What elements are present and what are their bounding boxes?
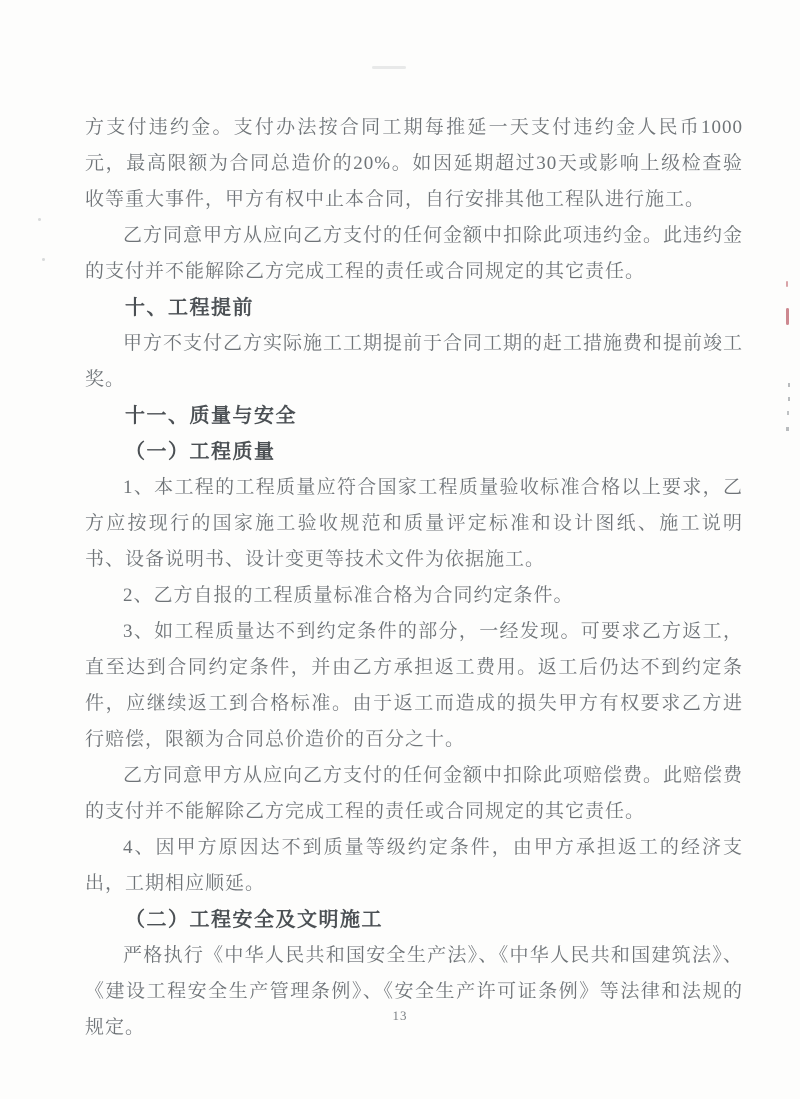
scan-artifact-gray-dot bbox=[788, 383, 790, 387]
section-heading-11-quality-safety: 十一、质量与安全 bbox=[125, 405, 297, 427]
scan-artifact-gray-dot bbox=[786, 427, 789, 431]
subsection-heading-2-safety-civilized-construction: （二）工程安全及文明施工 bbox=[125, 909, 383, 931]
paragraph-quality-item-2: 2、乙方自报的工程质量标准合格为合同约定条件。 bbox=[123, 585, 574, 606]
paragraph-deduct-penalty: 乙方同意甲方从应向乙方支付的任何金额中扣除此项违约金。此违约金的支付并不能解除乙方完成工程的责任或合同规定的其它责任。 bbox=[85, 225, 744, 282]
paragraph-deduct-compensation: 乙方同意甲方从应向乙方支付的任何金额中扣除此项赔偿费。此赔偿费的支付并不能解除乙方完成工程的责任或合同规定的其它责任。 bbox=[85, 765, 744, 822]
subsection-heading-1-project-quality: （一）工程质量 bbox=[125, 441, 276, 463]
scan-artifact-red-dot bbox=[786, 281, 788, 287]
paragraph-safety-laws: 严格执行《中华人民共和国安全生产法》、《中华人民共和国建筑法》、《建设工程安全生产管理条例》、《安全生产许可证条例》等法律和法规的规定。 bbox=[85, 945, 743, 1038]
paragraph-early-completion: 甲方不支付乙方实际施工工期提前于合同工期的赶工措施费和提前竣工奖。 bbox=[85, 333, 744, 390]
scan-artifact-speck bbox=[42, 258, 45, 261]
contract-text-block bbox=[85, 110, 743, 1046]
scan-artifact-smudge bbox=[372, 66, 406, 69]
paragraph-liquidated-damages-continuation: 方支付违约金。支付办法按合同工期每推延一天支付违约金人民币1000元，最高限额为合同总造价的20%。如因延期超过30天或影响上级检查验收等重大事件，甲方有权中止本合同，自行安排其他工程队进行施工。 bbox=[85, 117, 743, 210]
scan-artifact-speck bbox=[38, 218, 41, 221]
section-heading-10-early-completion: 十、工程提前 bbox=[125, 297, 254, 319]
scan-artifact-gray-dot bbox=[787, 411, 789, 415]
paragraph-quality-item-4: 4、因甲方原因达不到质量等级约定条件，由甲方承担返工的经济支出，工期相应顺延。 bbox=[85, 837, 743, 894]
scan-artifact-red-dash bbox=[786, 308, 789, 325]
paragraph-quality-item-1: 1、本工程的工程质量应符合国家工程质量验收标准合格以上要求，乙方应按现行的国家施工验收规范和质量评定标准和设计图纸、施工说明书、设备说明书、设计变更等技术文件为依据施工。 bbox=[85, 477, 743, 570]
page-number: 13 bbox=[392, 1008, 408, 1023]
paragraph-quality-item-3: 3、如工程质量达不到约定条件的部分，一经发现。可要求乙方返工，直至达到合同约定条件，并由乙方承担返工费用。返工后仍达不到约定条件，应继续返工到合格标准。由于返工而造成的损失甲方有权要求乙方进行赔偿，限额为合同总价造价的百分之十。 bbox=[85, 621, 743, 750]
scan-artifact-gray-dot bbox=[788, 397, 790, 401]
